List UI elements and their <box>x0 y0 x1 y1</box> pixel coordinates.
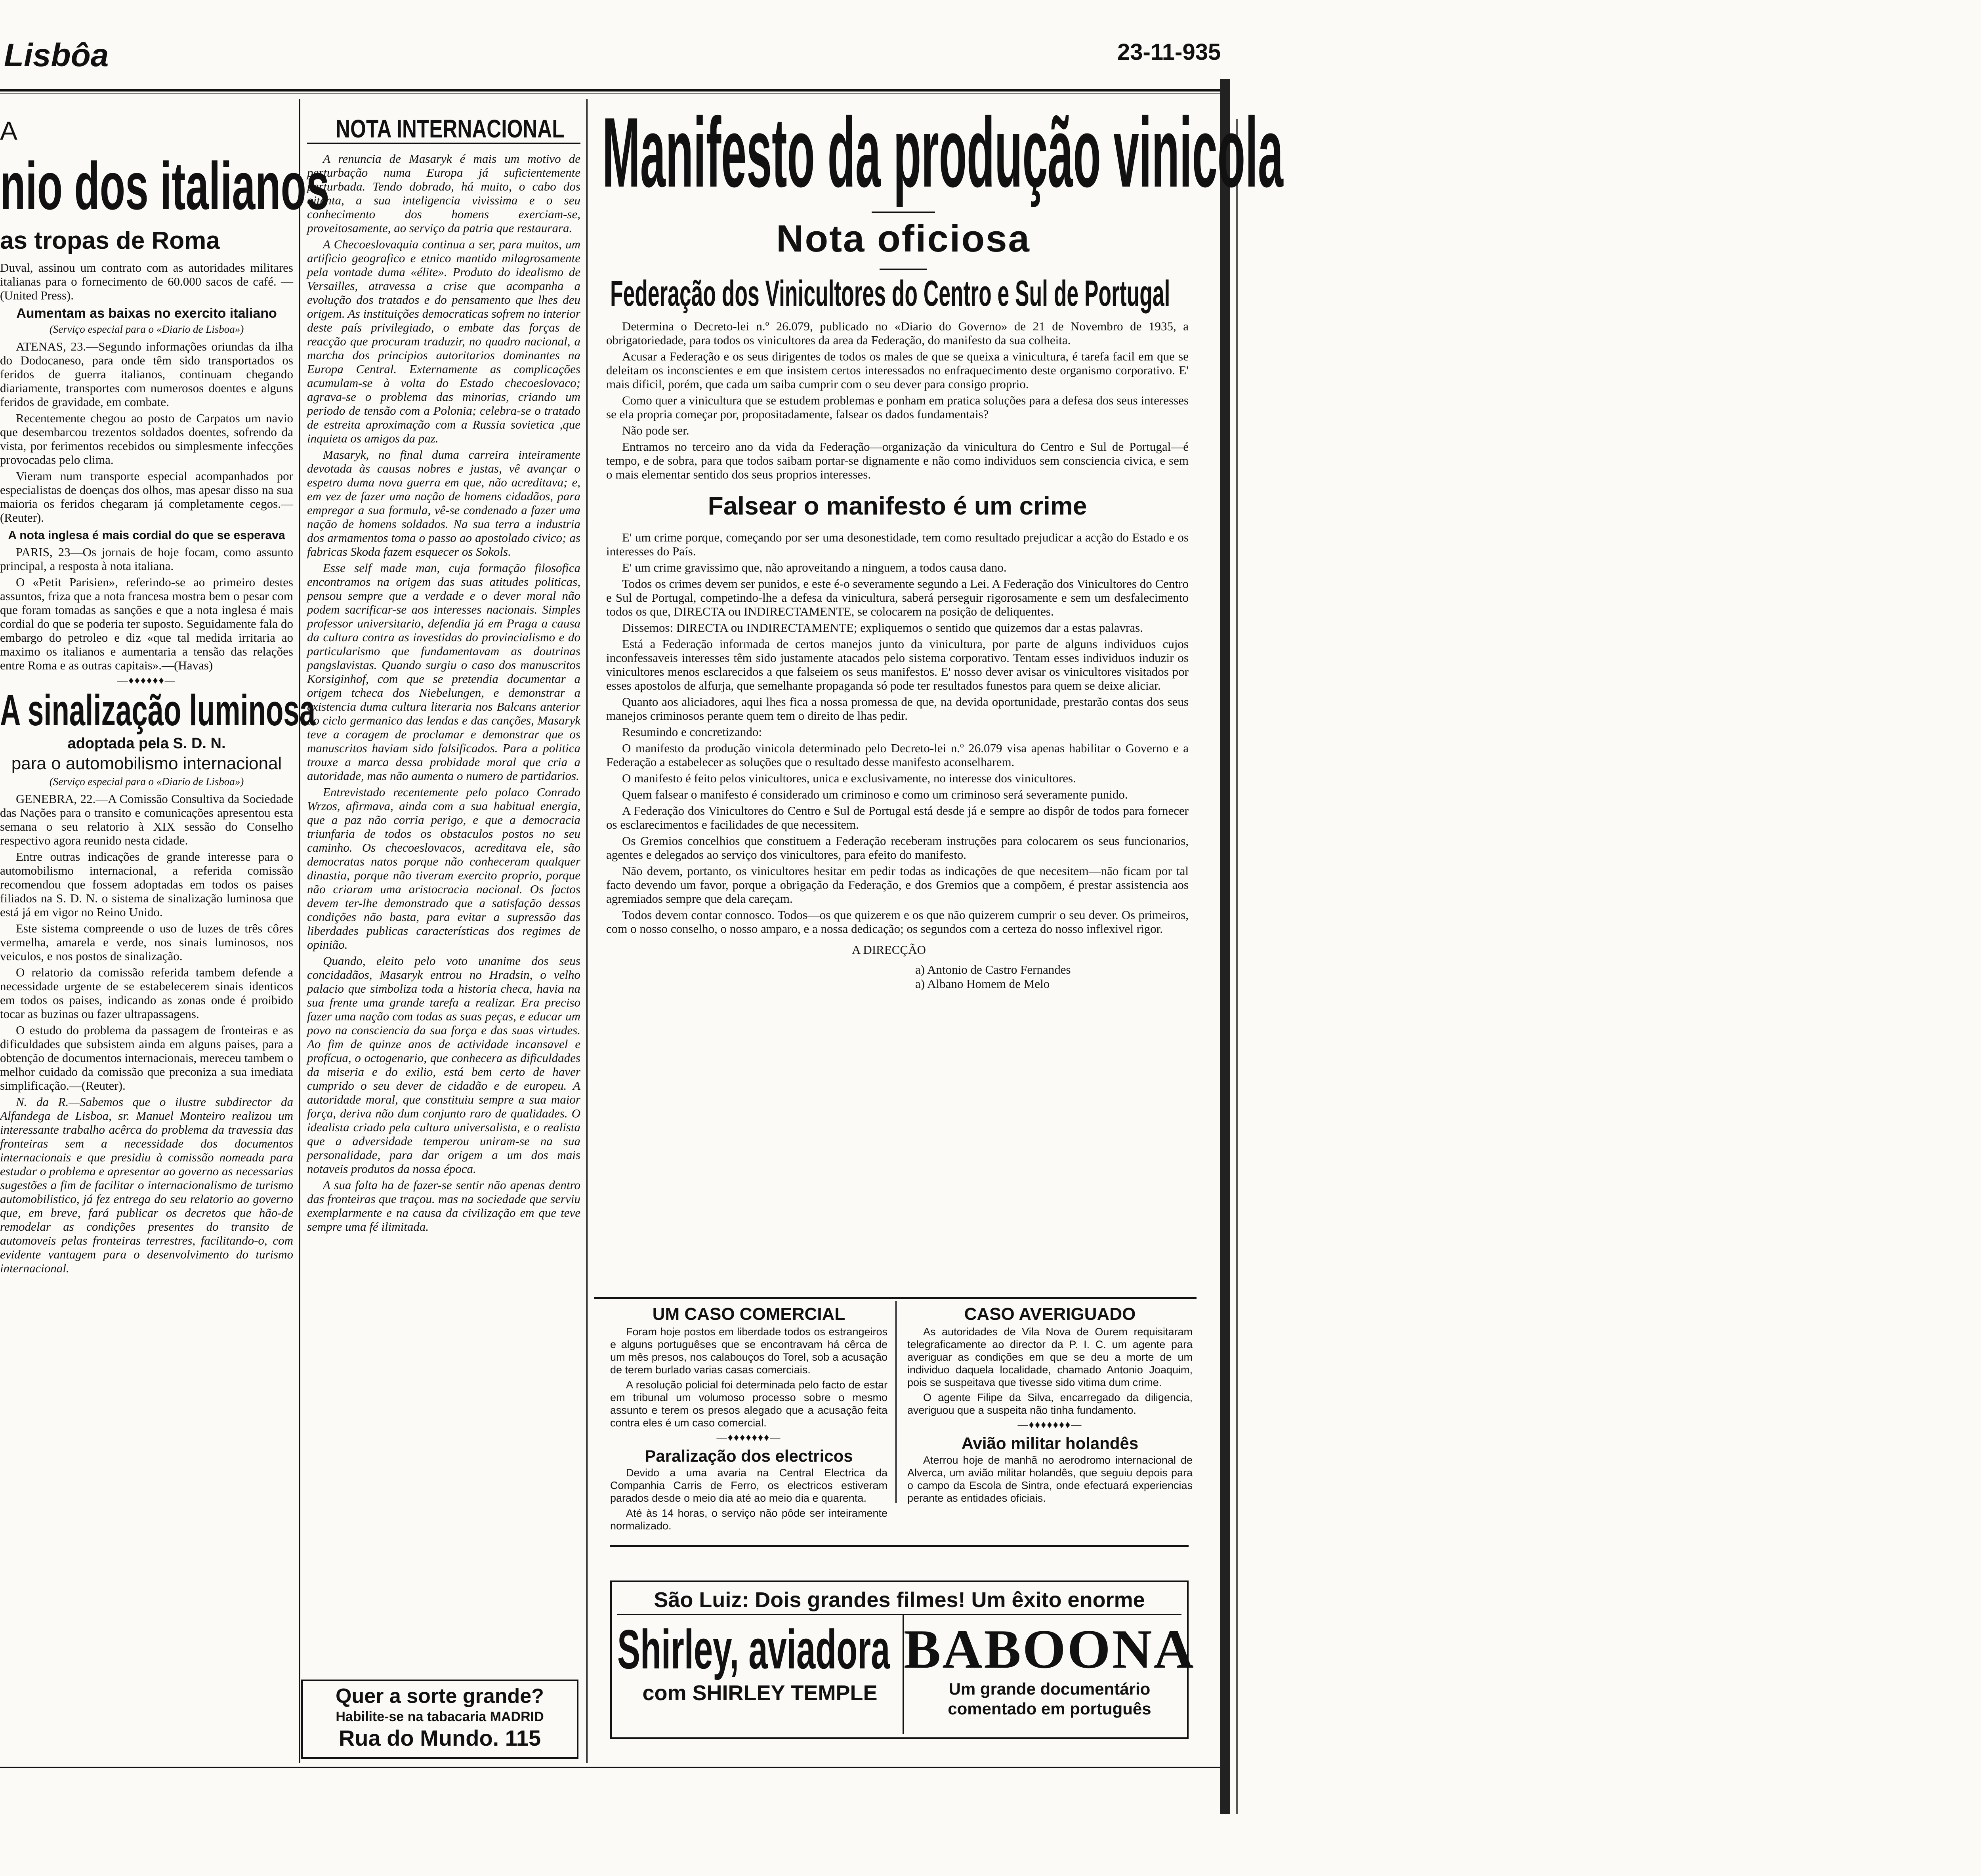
film1-cast: com SHIRLEY TEMPLE <box>642 1681 878 1705</box>
manifesto-paragraph: Entramos no terceiro ano da vida da Federação—organização da vinicultura do Centro e Sul de Portugal—é tempo, e de sobra, para que todos saibam portar-se dignamente e não como individuos sem consciencia civica, e sem o mais elementar sentido dos seus proprios interesses. <box>606 440 1189 481</box>
article-paragraph: Duval, assinou um contrato com as autoridades militares italianas para o fornecimento de 60.000 sacos de café. —(United Press). <box>0 261 293 302</box>
credit-line: (Serviço especial para o «Diario de Lisboa») <box>49 776 244 787</box>
manifesto-paragraph: Não devem, portanto, os vinicultores hesitar em pedir todas as indicações de que necesitem—não ficam por tal facto devendo um favor, porque a obrigação da Federação, e dos Gremios que a compõem, é prestar assistencia aos agremiados sempre que dela careçam. <box>606 864 1189 906</box>
issue-date: 23-11-935 <box>1117 39 1221 65</box>
manifesto-paragraph: O manifesto é feito pelos vinicultores, unica e exclusivamente, no interesse dos vinicultores. <box>622 771 1076 785</box>
lottery-ad <box>301 1680 578 1759</box>
subhead-automobilismo: para o automobilismo internacional <box>11 754 282 773</box>
article-paragraph: O relatorio da comissão referida tambem defende a necessidade urgente de se estabelecerem sinais identicos em todos os paises, indicando as zonas onde é proibido tocar as buzinas ou fazer ultrapassagens. <box>0 965 293 1021</box>
editorial-paragraph: Esse self made man, cuja formação filosofica encontramos na origem das suas atitudes politicas, pensou sempre que a verdade e o dever moral não podem sacrificar-se aos interesses nacionais. Simples professor universitario, defendia já em Praga a causa da cultura contra as investidas do provincialismo e do particularismo que fundamentavam as doutrinas pangslavistas. Quando surgiu o caso dos manuscritos Korsiginhof, com que se pretendia documentar a origem tcheca dos Niebelungen, e demonstrar a existencia duma cultura literaria nos Balcans anterior ao ciclo germanico das lendas e das canções, Masaryk teve a coragem de proclamar e demonstrar que os manuscritos haviam sido falsificados. Para a politica trouxe a marca dessa probidade moral que cria a autoridade, mas não aumenta o numero de partidarios. <box>307 561 580 783</box>
film2-subtitle-2: comentado em português <box>948 1699 1151 1718</box>
editorial-paragraph: Entrevistado recentemente pelo polaco Conrado Wrzos, afirmava, ainda com a sua habitual energia, que a paz não corria perigo, e que a democracia triunfaria de todos os obstaculos postos no seu caminho. Os checoeslovacos, acreditava ele, são democratas natos porque não conheceram qualquer dinastia, porque não tiveram exercito proprio, porque não criaram uma aristocracia nacional. Os factos devem ter-lhe demonstrado que a satisfação dessas condições não basta, para evitar a supressão das liberdades publicas características dos regimes de opinião. <box>307 785 580 951</box>
manifesto-paragraph: Resumindo e concretizando: <box>622 725 762 739</box>
manifesto-paragraph: O manifesto da produção vinicola determinado pelo Decreto-lei n.º 26.079 visa apenas habilitar o Governo e a Federação a estabelecer as soluções que o resultado desse manifesto aconselharem. <box>606 741 1189 769</box>
film2-title: BABOONA <box>904 1619 1195 1680</box>
news-block-divider <box>895 1301 897 1503</box>
article-paragraph: O «Petit Parisien», referindo-se ao primeiro destes assuntos, friza que a nota francesa mostra bem o pesar com que foram tomadas as sanções e que a nota inglesa é mais cordial do que se poderia ter suposto. Seguidamente fala do embargo do petroleo e diz «que tal medida irritaria ao maximo os italianos e aumentaria a tensão das relações entre Roma e as outras capitais».—(Havas) <box>0 575 293 672</box>
editorial-paragraph: Quando, eleito pelo voto unanime dos seus concidadãos, Masaryk entrou no Hradsin, o velho palacio que simboliza toda a historia checa, havia na sua frente uma grande tarefa a realizar. Era preciso fazer uma nação com todas as suas peças, e educar um povo na consciencia da sua força e das suas virtudes. Ao fim de quinze anos de actividade incansavel e profícua, o octogenario, que conhecera as dificuldades da miseria e do exilio, está bem certo de haver cumprido o seu dever de cidadão e de europeu. A autoridade moral, que constituiu sempre a sua maior força, deriva não dum conjunto raro de qualidades. O idealista criado pela cultura universalista, e o realista que a adversidade temperou uniram-se na sua personalidade, para dar origem a um dos mais notaveis produtos da nossa época. <box>307 954 580 1176</box>
electricos-title: Paralização dos electricos <box>645 1447 853 1465</box>
nota-internacional-title: NOTA INTERNACIONAL <box>336 114 565 143</box>
news-block-top-rule <box>594 1297 1197 1299</box>
lottery-ad-line2: Habilite-se na tabacaria MADRID <box>336 1709 544 1724</box>
newspaper-name: Lisbôa <box>4 37 109 73</box>
federacao-title: Federação dos Vinicultores do Centro e Sul de Portugal <box>610 273 1170 314</box>
left-column <box>0 115 330 1277</box>
nota-oficiosa: Nota oficiosa <box>776 217 1031 260</box>
signature-head: A DIRECÇÃO <box>852 943 926 957</box>
manifesto-paragraph: Dissemos: DIRECTA ou INDIRECTAMENTE; expliquemos o sentido que quizemos dar a estas palavras. <box>622 621 1143 635</box>
news-paragraph: O agente Filipe da Silva, encarregado da diligencia, averiguou que a suspeita não tinha fundamento. <box>907 1392 1193 1416</box>
masthead-rule <box>0 89 1220 92</box>
editorial-paragraph: A Checoeslovaquia continua a ser, para muitos, um artificio geografico e etnico mantido milagrosamente pela vontade duma «élite». Produto do idealismo de Versailles, atravessa a crise que acompanha a evolução dos tratados e do pensamento que lhes deu origem. As instituições democraticas sofrem no interior deste país privilegiado, o embate das forças de reacção que procuram traduzir, no quadro nacional, a marcha dos principios autoritarios dominantes na Europa Central. Externamente as complicações acumulam-se à volta do Estado checoeslovaco; agrava-se o problema das minorias, criando um periodo de tensão com a Polonia; celebra-se o tratado de estreita aproximação com a Russia sovietica ,que inquieta os amigos da paz. <box>307 237 580 445</box>
editorial-paragraph: A sua falta ha de fazer-se sentir não apenas dentro das fronteiras que traçou. mas na sociedade que serviu exemplarmente e na causa da civilização em que teve sempre uma fé ilimitada. <box>307 1178 580 1234</box>
article-paragraph: O estudo do problema da passagem de fronteiras e as dificuldades que subsistem ainda em alguns paises, para a obtenção de documentos internacionais, mereceu tambem o melhor cuidado da comissão que preconiza a sua imediata simplificação.—(Reuter). <box>0 1023 293 1092</box>
editorial-paragraph: Masaryk, no final duma carreira inteiramente devotada às causas nobres e justas, vê avançar o espetro duma nova guerra em que, não acreditava; e, em vez de fazer uma nação de homens cidadãos, para empregar a sua formula, vê-se condenado a fazer uma nação de homens soldados. Na sua terra a industria dos armamentos toma o passo ao apostolado civico; as fabricas Skoda fazem esquecer os Sokols. <box>307 448 580 559</box>
news-paragraph: As autoridades de Vila Nova de Ourem requisitaram telegraficamente ao director da P. I. C. um agente para averiguar as condições em que se deu a morte de um individuo daquela localidade, chamado Antonio Joaquim, pois se suspeitava que tivesse sido vitima dum crime. <box>907 1326 1193 1388</box>
editorial-paragraph: A renuncia de Masaryk é mais um motivo de perturbação numa Europa já suficientemente perturbada. Tendo dobrado, há muito, o cabo dos oitenta, a sua inteligencia vivissima e o seu conhecimento dos homens exerciam-se, proveitosamente, ao serviço da patria que restaurara. <box>307 152 580 235</box>
manifesto-paragraph: Como quer a vinicultura que se estudem problemas e ponham em pratica soluções para a defesa dos seus interesses se ela propria começar por, propositadamente, falsear os dados fundamentais? <box>606 393 1189 421</box>
signature-1: a) Antonio de Castro Fernandes <box>915 963 1071 976</box>
editor-note: N. da R.—Sabemos que o ilustre subdirector da Alfandega de Lisboa, sr. Manuel Monteiro realizou um interessante trabalho acêrca do problema da travessia das fronteiras sem a necessidade dos documentos internacionais e que presidiu à comissão nomeada para estudar o problema e apresentar ao governo as necessarias sugestões a fim de facilitar o internacionalismo de turismo automobilistico, já fez entrega do seu relatorio ao governo que, em breve, fará publicar os decretos que hão-de remodelar as condições presentes do transito de automoveis pelas fronteiras terrestres, facilitando-o, com evidente vantagem para o desenvolvimento do turismo internacional. <box>0 1095 293 1275</box>
manifesto-headline: Manifesto da produção vinicola <box>602 97 1283 208</box>
aviao-title: Avião militar holandês <box>961 1434 1139 1453</box>
separator-ornament: —♦♦♦♦♦♦♦— <box>1017 1419 1082 1430</box>
article-paragraph: Entre outras indicações de grande interesse para o automobilismo internacional, a referida comissão recomendou que fossem adoptadas em todos os paises filiados na S. D. N. o sistema de sinalização luminosa que está já em vigor no Reino Unido. <box>0 850 293 919</box>
article-paragraph: PARIS, 23—Os jornais de hoje focam, como assunto principal, a resposta à nota italiana. <box>0 545 293 573</box>
cinema-ad <box>610 1580 1195 1739</box>
article-paragraph: GENEBRA, 22.—A Comissão Consultiva da Sociedade das Nações para o transito e comunicações apresentou esta semana o seu relatorio à XIX sessão do Conselho respectivo agora reunido nesta cidade. <box>0 792 293 847</box>
news-paragraph: A resolução policial foi determinada pelo facto de estar em tribunal um volumoso processo sobre o mesmo assunto e terem os presos alegado que a acusação feita contra eles é um caso comercial. <box>610 1379 887 1429</box>
column-rule-2 <box>586 99 588 1763</box>
caso-comercial <box>610 1303 887 1535</box>
manifesto-paragraph: Acusar a Federação e os seus dirigentes de todos os males de que se queixa a vinicultura, é tarefa facil em que se deleitam os inconscientes e em que insistem certos interessados no enfraquecimento deste organismo corporativo. E' mais dificil, porém, que cada um saiba cumprir com o seu dever para consigo proprio. <box>606 349 1189 391</box>
article-paragraph: ATENAS, 23.—Segundo informações oriundas da ilha do Dodocaneso, para onde têm sido transportados os feridos de guerra italianos, continuam chegando diariamente, transportes com numerosos doentes e alguns feridos de gravidade, em combate. <box>0 339 293 409</box>
film1-title: Shirley, aviadora <box>617 1618 890 1680</box>
middle-column <box>307 115 580 1236</box>
right-column <box>594 97 1283 991</box>
film2-subtitle-1: Um grande documentário <box>949 1680 1151 1698</box>
manifesto-paragraph: Os Gremios concelhios que constituem a Federação receberam instruções para colocarem os seus funcionarios, agentes e delegados ao serviço dos vinicultores, para efeito do manifesto. <box>606 834 1189 862</box>
manifesto-paragraph: Todos os crimes devem ser punidos, e este é-o severamente segundo a Lei. A Federação dos Vinicultores do Centro e Sul de Portugal, competindo-lhe a defesa da vinicultura, saberá perseguir rigorosamente e sem um desfalecimento todos os que, DIRECTA ou INDIRECTAMENTE, se colocarem na posição de deliquentes. <box>606 577 1189 618</box>
bottom-rule <box>0 1767 1220 1768</box>
separator-ornament: —♦♦♦♦♦♦♦— <box>716 1432 781 1443</box>
lottery-ad-line3: Rua do Mundo. 115 <box>338 1725 541 1750</box>
headline-sinalizacao: A sinalização luminosa <box>0 686 316 735</box>
sub-headline-roma: as tropas de Roma <box>0 227 220 254</box>
headline-italianos: nio dos italianos <box>0 149 330 224</box>
credit-line: (Serviço especial para o «Diario de Lisboa») <box>49 323 244 335</box>
lottery-ad-line1: Quer a sorte grande? <box>336 1685 544 1708</box>
news-paragraph: Devido a uma avaria na Central Electrica da Companhia Carris de Ferro, os electricos estiveram parados desde o meio dia até ao meio dia e quarenta. <box>610 1467 887 1504</box>
subhead-baixas: Aumentam as baixas no exercito italiano <box>16 306 277 321</box>
manifesto-paragraph: Não pode ser. <box>622 423 689 437</box>
manifesto-paragraph: E' um crime gravissimo que, não aproveitando a ninguem, a todos causa dano. <box>622 561 1007 574</box>
caso-averiguado-title: CASO AVERIGUADO <box>964 1304 1136 1324</box>
signature-2: a) Albano Homem de Melo <box>915 977 1050 991</box>
scan-edge <box>1220 79 1230 1814</box>
news-paragraph: Aterrou hoje de manhã no aerodromo internacional de Alverca, um avião militar holandês, que seguiu depois para o campo da Escola de Sintra, onde efectuará experiencias perante as entidades oficiais. <box>907 1454 1193 1504</box>
masthead-rule-thin <box>0 93 1220 94</box>
manifesto-paragraph: Está a Federação informada de certos manejos junto da vinicultura, por parte de alguns individuos cujos inconfessaveis interesses têm sido justamente atacados pelo sistema corporativo. Tentam esses individuos induzir os vinicultores menos esclarecidos a que falseiem os seus manifestos. E' nosso dever avisar os vinicultores visitados por esses apostolos de alfurja, que semelhante propaganda só pode ter resultados funestos para quem se deixe aliciar. <box>606 637 1189 692</box>
manifesto-paragraph: E' um crime porque, começando por ser uma desonestidade, tem como resultado prejudicar a acção do Estado e os interesses do País. <box>606 530 1189 558</box>
manifesto-paragraph: Todos devem contar connosco. Todos—os que quizerem e os que não quizerem cumprir o seu dever. Os primeiros, com o nosso conselho, o nosso amparo, e a nossa dedicação; os segundos com a certeza do nosso inflexivel rigor. <box>606 908 1189 936</box>
cinema-ad-top-rule <box>610 1545 1189 1547</box>
cinema-ad-header: São Luiz: Dois grandes filmes! Um êxito enorme <box>617 1586 1181 1615</box>
manifesto-paragraph: Quem falsear o manifesto é considerado um criminoso e como um criminoso será severamente punido. <box>622 787 1128 801</box>
article-paragraph: Recentemente chegou ao posto de Carpatos um navio que desembarcou trezentos soldados doentes, sofrendo da vista, por ferimentos recebidos ou simplesmente infecções provocadas pelo clima. <box>0 411 293 467</box>
subhead-nota-inglesa: A nota inglesa é mais cordial do que se esperava <box>8 529 285 542</box>
article-paragraph: Vieram num transporte especial acompanhados por especialistas de doenças dos olhos, mas apesar disso na sua maioria os feridos chegaram já completamente cegos.—(Reuter). <box>0 469 293 524</box>
crime-headline: Falsear o manifesto é um crime <box>708 492 1087 520</box>
column-rule-1 <box>299 99 300 1763</box>
article-paragraph: Este sistema compreende o uso de luzes de três côres vermelha, amarela e verde, nos sinais luminosos, nos veiculos, e nos postos de sinalização. <box>0 921 293 963</box>
caso-comercial-title: UM CASO COMERCIAL <box>652 1304 845 1324</box>
manifesto-paragraph: Quanto aos aliciadores, aqui lhes fica a nossa promessa de que, na devida oportunidade, prestarão contas dos seus manejos criminosos perante quem tem o direito de lhas pedir. <box>606 695 1189 723</box>
separator-ornament: —♦♦♦♦♦♦— <box>117 675 176 686</box>
news-paragraph: Até às 14 horas, o serviço não pôde ser inteiramente normalizado. <box>610 1507 887 1532</box>
caso-averiguado <box>907 1303 1193 1507</box>
manifesto-paragraph: A Federação dos Vinicultores do Centro e Sul de Portugal está desde já e sempre ao dispôr de todos para fornecer os esclarecimentos e facilidades de que necessitem. <box>606 804 1189 831</box>
news-paragraph: Foram hoje postos em liberdade todos os estrangeiros e alguns portuguêses que se encontravam há cêrca de um mês presos, nos calabouços do Torel, sob a acusação de terem burlado varias casas comerciais. <box>610 1326 887 1376</box>
top-letter: A <box>0 116 18 145</box>
manifesto-paragraph: Determina o Decreto-lei n.º 26.079, publicado no «Diario do Governo» de 21 de Novembro de 1935, a obrigatoriedade, para todos os vinicultores da area da Federação, do manifesto da sua colheita. <box>606 319 1189 347</box>
subhead-adoptada: adoptada pela S. D. N. <box>67 735 226 752</box>
scan-edge-thin <box>1236 119 1238 1814</box>
